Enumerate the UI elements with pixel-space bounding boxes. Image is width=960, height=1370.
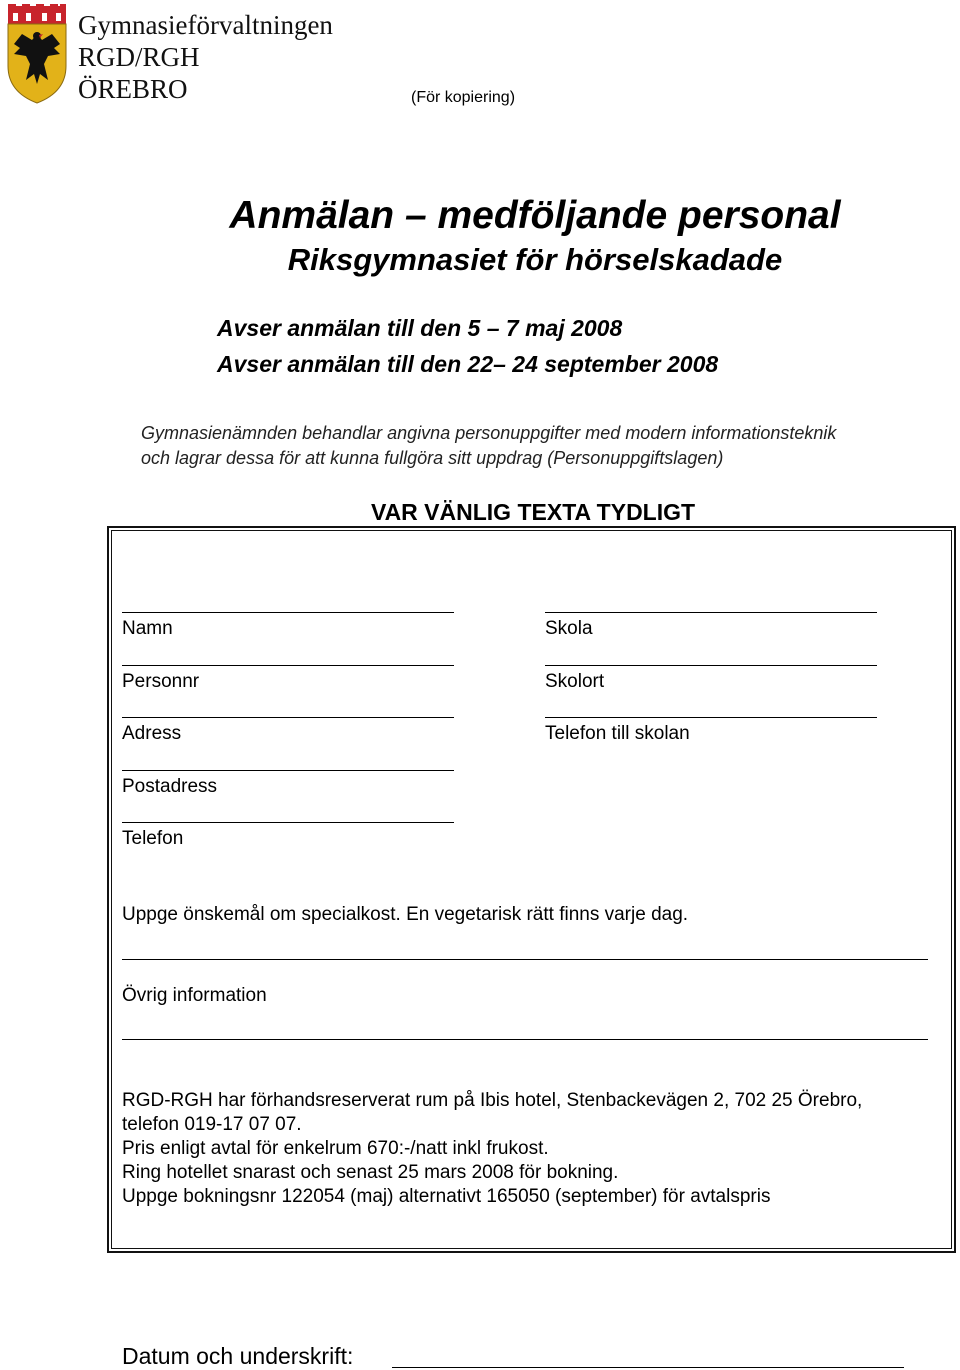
name-label: Namn: [122, 618, 173, 639]
school-label: Skola: [545, 618, 593, 639]
personal-number-label: Personnr: [122, 671, 200, 692]
diet-prompt: Uppge önskemål om specialkost. En vegetarisk rätt finns varje dag.: [122, 904, 689, 925]
org-unit: RGD/RGH: [78, 42, 200, 72]
page-title: Anmälan – medföljande personal: [229, 194, 841, 237]
diet-field[interactable]: [122, 959, 928, 960]
page-subtitle: Riksgymnasiet för hörselskadade: [287, 242, 783, 277]
postal-address-label: Postadress: [122, 776, 218, 797]
hotel-info-line: Pris enligt avtal för enkelrum 670:-/natt inkl frukost.: [122, 1138, 549, 1159]
date-may: Avser anmälan till den 5 – 7 maj 2008: [217, 315, 623, 341]
address-field[interactable]: [122, 717, 454, 718]
privacy-note-line-1: Gymnasienämnden behandlar angivna personuppgifter med modern informationsteknik: [141, 423, 837, 443]
signature-label: Datum och underskrift:: [122, 1343, 354, 1369]
other-info-field[interactable]: [122, 1039, 928, 1040]
school-phone-field[interactable]: [545, 717, 877, 718]
phone-field[interactable]: [122, 822, 454, 823]
school-phone-label: Telefon till skolan: [545, 723, 690, 744]
print-clearly-instruction: VAR VÄNLIG TEXTA TYDLIGT: [370, 499, 696, 525]
phone-label: Telefon: [122, 828, 184, 849]
hotel-info-line: Uppge bokningsnr 122054 (maj) alternativt 165050 (september) för avtalspris: [122, 1186, 771, 1207]
org-city: ÖREBRO: [78, 74, 188, 104]
hotel-info-line: Ring hotellet snarast och senast 25 mars 2008 för bokning.: [122, 1162, 619, 1183]
postal-address-field[interactable]: [122, 770, 454, 771]
other-info-label: Övrig information: [122, 985, 267, 1006]
privacy-note-line-2: och lagrar dessa för att kunna fullgöra sitt uppdrag (Personuppgiftslagen): [141, 448, 724, 468]
hotel-info-line: telefon 019-17 07 07.: [122, 1114, 302, 1135]
school-town-field[interactable]: [545, 665, 877, 666]
school-field[interactable]: [545, 612, 877, 613]
name-field[interactable]: [122, 612, 454, 613]
copy-note: (För kopiering): [410, 89, 516, 106]
hotel-info-line: RGD-RGH har förhandsreserverat rum på Ibis hotel, Stenbackevägen 2, 702 25 Örebro,: [122, 1090, 863, 1111]
school-town-label: Skolort: [545, 671, 605, 692]
org-name: Gymnasieförvaltningen: [78, 10, 333, 40]
personal-number-field[interactable]: [122, 665, 454, 666]
signature-field[interactable]: [392, 1367, 904, 1368]
address-label: Adress: [122, 723, 182, 744]
date-september: Avser anmälan till den 22– 24 september 2008: [217, 351, 719, 377]
